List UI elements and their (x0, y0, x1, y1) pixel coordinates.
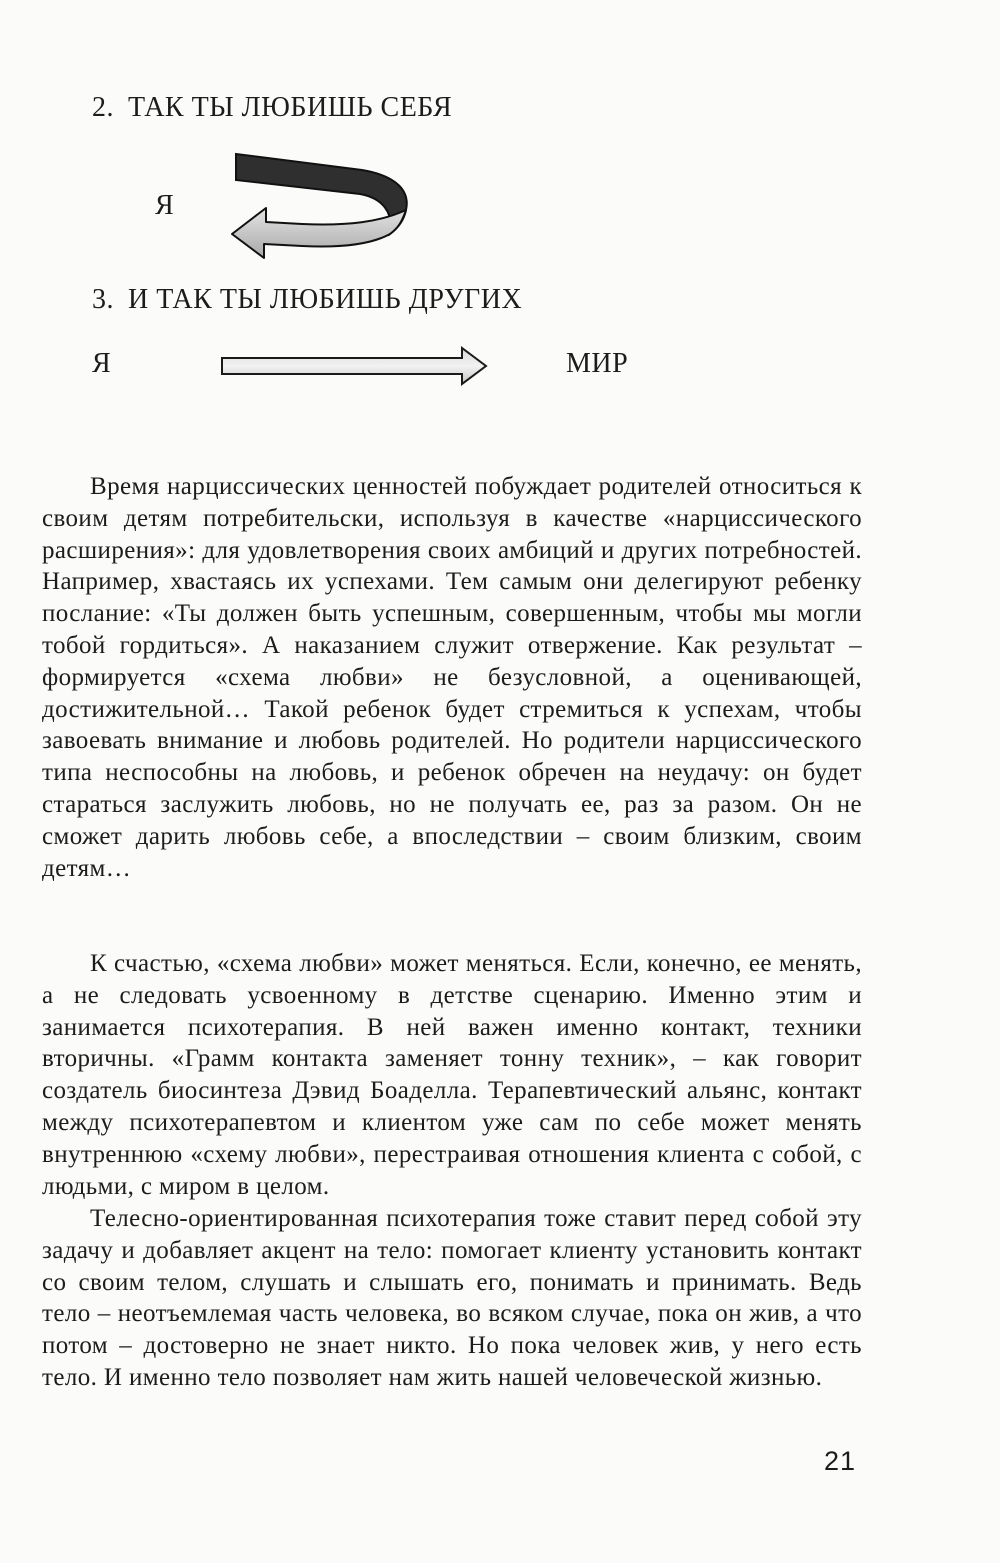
self-label: Я (155, 190, 174, 221)
heading-text: И ТАК ТЫ ЛЮБИШЬ ДРУГИХ (128, 284, 523, 315)
world-label: МИР (566, 348, 629, 379)
heading-love-self (92, 92, 452, 124)
right-arrow-icon (218, 344, 490, 388)
heading-number: 2. (92, 92, 114, 123)
paragraph-love-schema: К счастью, «схема любви» может меняться. Если, конечно, ее менять, а не следовать усвоенному в детстве сценарию. Именно этим и занимается психотерапия. В ней важен именно контакт, техники вторичны. «Грамм контакта заменяет тонну техник», – как говорит создатель биосинтеза Дэвид Боаделла. Терапевтический альянс, контакт между психотерапевтом и клиентом уже сам по себе может менять внутреннюю «схему любви», перестраивая отношения клиента с собой, с людьми, с миром в целом. (42, 950, 862, 1200)
page-number: 21 (824, 1446, 857, 1476)
curved-return-arrow-icon (222, 148, 412, 266)
arrow-light-band (232, 208, 406, 258)
heading-love-others (92, 284, 522, 316)
paragraph-narcissistic-values: Время нарциссических ценностей побуждает родителей относиться к своим детям потребительски, используя в качестве «нарциссического расширения»: для удовлетворения своих амбиций и других потребностей. Например, хвастаясь их успехами. Тем самым они делегируют ребенку послание: «Ты должен быть успешным, совершенным, чтобы мы могли тобой гордиться». А наказанием служит отвержение. Как результат – формируется «схема любви» не безусловной, а оценивающей, достижительной… Такой ребенок будет стремиться к успехам, чтобы завоевать внимание и любовь родителей. Но родители нарциссического типа неспособны на любовь, и ребенок обречен на неудачу: он будет стараться заслужить любовь, но не получать ее, раз за разом. Он не сможет дарить любовь себе, а впоследствии – своим близким, своим детям… (42, 473, 862, 882)
self-label-2: Я (92, 348, 111, 379)
heading-text: ТАК ТЫ ЛЮБИШЬ СЕБЯ (128, 92, 453, 123)
heading-number: 3. (92, 284, 114, 315)
paragraph-body-oriented-therapy: Телесно-ориентированная психотерапия тоже ставит перед собой эту задачу и добавляет акцент на тело: помогает клиенту установить контакт со своим телом, слушать и слышать его, понимать и принимать. Ведь тело – неотъемлемая часть человека, во всяком случае, пока он жив, а что потом – достоверно не знает никто. Но пока человек жив, у него есть тело. И именно тело позволяет нам жить нашей человеческой жизнью. (42, 1205, 862, 1391)
arrow-shape (222, 348, 486, 384)
